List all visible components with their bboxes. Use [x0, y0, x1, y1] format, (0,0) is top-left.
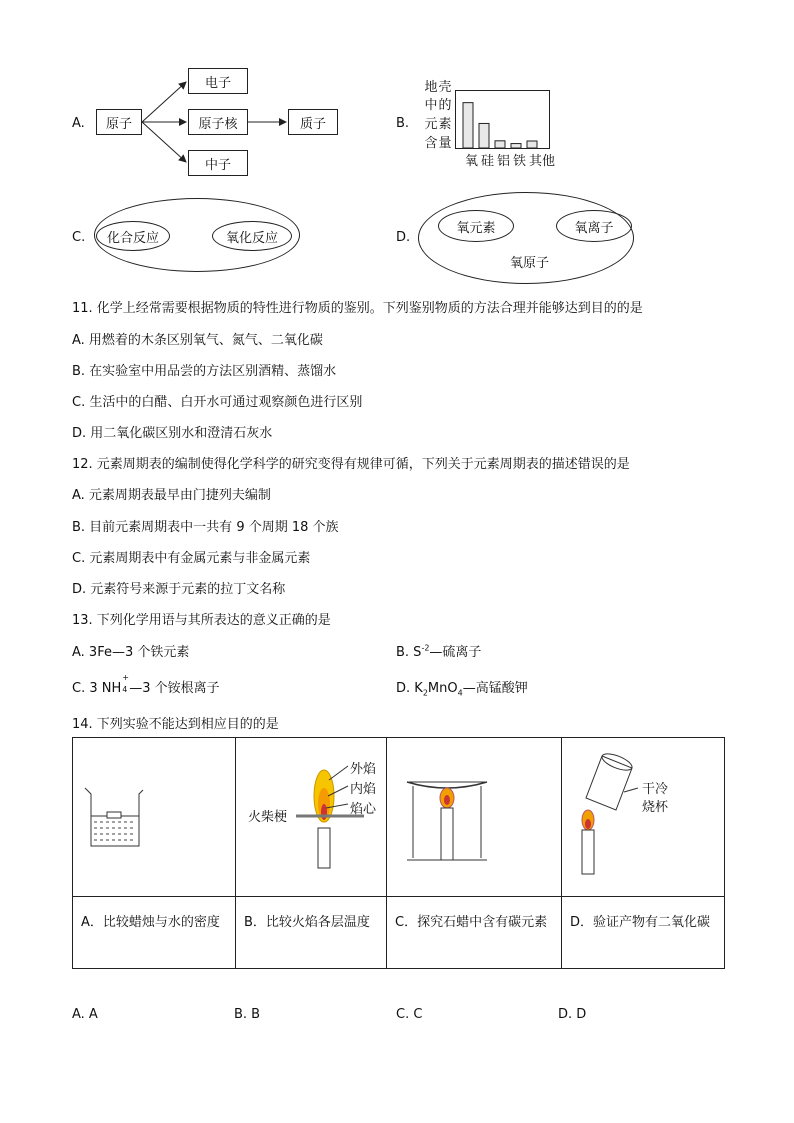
q13-c-sup: +: [122, 673, 129, 682]
bar-硅: [479, 123, 489, 148]
bar-氧: [463, 103, 473, 148]
q14-answer-d[interactable]: D. D: [558, 1007, 587, 1022]
q13-option-c: [72, 673, 220, 696]
ylabel-char: 壳: [438, 80, 452, 95]
q14-stem: 14. 下列实验不能达到相应目的的是: [72, 717, 279, 732]
middle-flame-label: 内焰: [350, 782, 377, 797]
beaker-label: 烧杯: [642, 800, 669, 815]
q14-answer-c[interactable]: C. C: [396, 1007, 423, 1022]
combination-reaction-ellipse: 化合反应: [96, 221, 170, 251]
inner-flame-label: 焰心: [350, 802, 377, 817]
oxygen-element-ellipse: 氧元素: [438, 210, 514, 242]
q12-option-c: C. 元素周期表中有金属元素与非金属元素: [72, 551, 311, 566]
q12-stem: 12. 元素周期表的编制使得化学科学的研究变得有规律可循，下列关于元素周期表的描述错误的是: [72, 457, 630, 472]
q13-b-sup: -2: [421, 643, 430, 653]
q12-option-a: A. 元素周期表最早由门捷列夫编制: [72, 488, 271, 503]
ylabel-char: 中: [424, 98, 438, 113]
q14-experiment-table: [72, 737, 725, 969]
q11-option-b: B. 在实验室中用品尝的方法区别酒精、蒸馏水: [72, 364, 337, 379]
q13-option-a: A. 3Fe—3 个铁元素: [72, 645, 190, 660]
category-label: 铁: [513, 154, 527, 169]
q13-b-post: —硫离子: [429, 645, 482, 660]
atom-box: 原子: [96, 109, 142, 135]
atom-structure-arrows: [0, 0, 400, 200]
ylabel-char: 的: [438, 98, 452, 113]
crust-element-bar-chart: [455, 86, 555, 152]
beaker-over-candle-figure: [562, 738, 724, 892]
oxygen-atom-label: 氧原子: [510, 256, 550, 271]
q14-answer-a[interactable]: A. A: [72, 1007, 98, 1022]
experiment-b-figure: [236, 738, 387, 897]
q12-option-b: B. 目前元素周期表中一共有 9 个周期 18 个族: [72, 520, 339, 535]
nucleus-box: 原子核: [188, 109, 248, 135]
q11-option-d: D. 用二氧化碳区别水和澄清石灰水: [72, 426, 273, 441]
experiment-a-caption: A．比较蜡烛与水的密度: [81, 915, 220, 930]
ylabel-char: 地: [424, 80, 438, 95]
q13-d-mid: MnO: [427, 681, 458, 696]
experiment-c-caption: C．探究石蜡中含有碳元素: [395, 915, 548, 930]
q13-c-post: —3 个铵根离子: [129, 681, 220, 696]
ylabel-char: 素: [438, 117, 452, 132]
q13-b-pre: B. S: [396, 645, 422, 660]
q11-option-c: C. 生活中的白醋、白开水可通过观察颜色进行区别: [72, 395, 363, 410]
q10-option-c-label: C.: [72, 230, 86, 245]
dry-cold-label: 干冷: [642, 782, 669, 797]
ylabel-char: 元: [424, 117, 438, 132]
outer-flame-label: 外焰: [350, 762, 377, 777]
q13-d-post: —高锰酸钾: [462, 681, 528, 696]
oxygen-ion-ellipse: 氧离子: [556, 210, 632, 242]
category-label: 铝: [497, 154, 511, 169]
ylabel-char: 量: [438, 136, 452, 151]
proton-box: 质子: [288, 109, 338, 135]
q12-option-d: D. 元素符号来源于元素的拉丁文名称: [72, 582, 286, 597]
q13-d-pre: D. K: [396, 681, 423, 696]
category-label: 氧: [465, 154, 479, 169]
bar-其他: [527, 141, 537, 148]
experiment-a-figure: [73, 738, 236, 897]
neutron-box: 中子: [188, 150, 248, 176]
q13-option-d: [396, 677, 528, 698]
q13-option-b: [396, 641, 481, 660]
beaker-candle-water-figure: [73, 738, 235, 892]
match-label: 火柴梗: [248, 810, 288, 825]
electron-box: 电子: [188, 68, 248, 94]
bar-铁: [511, 144, 521, 148]
ylabel-char: 含: [424, 136, 438, 151]
q10-option-d-label: D.: [396, 230, 411, 245]
q13-stem: 13. 下列化学用语与其所表达的意义正确的是: [72, 613, 331, 628]
q13-d-sub1: 2: [422, 688, 428, 698]
experiment-d-caption: D．验证产物有二氧化碳: [570, 915, 711, 930]
q13-c-sub: 4: [122, 685, 128, 694]
q10-option-b-label: B.: [396, 116, 410, 131]
experiment-c-figure: [387, 738, 562, 897]
q10-option-a-label: A.: [72, 116, 85, 131]
q13-c-pre: C. 3 NH: [72, 681, 122, 696]
q13-d-sub2: 4: [457, 688, 463, 698]
category-label: 其他: [529, 154, 556, 169]
q11-stem: 11. 化学上经常需要根据物质的特性进行物质的鉴别。下列鉴别物质的方法合理并能够达到目的的是: [72, 301, 643, 316]
oxidation-reaction-ellipse: 氧化反应: [212, 221, 292, 251]
dish-over-flame-figure: [387, 738, 561, 892]
bar-铝: [495, 141, 505, 148]
q11-option-a: A. 用燃着的木条区别氧气、氮气、二氧化碳: [72, 333, 323, 348]
category-label: 硅: [481, 154, 495, 169]
experiment-d-figure: [562, 738, 725, 897]
q14-answer-b[interactable]: B. B: [234, 1007, 261, 1022]
experiment-b-caption: B．比较火焰各层温度: [244, 915, 370, 930]
